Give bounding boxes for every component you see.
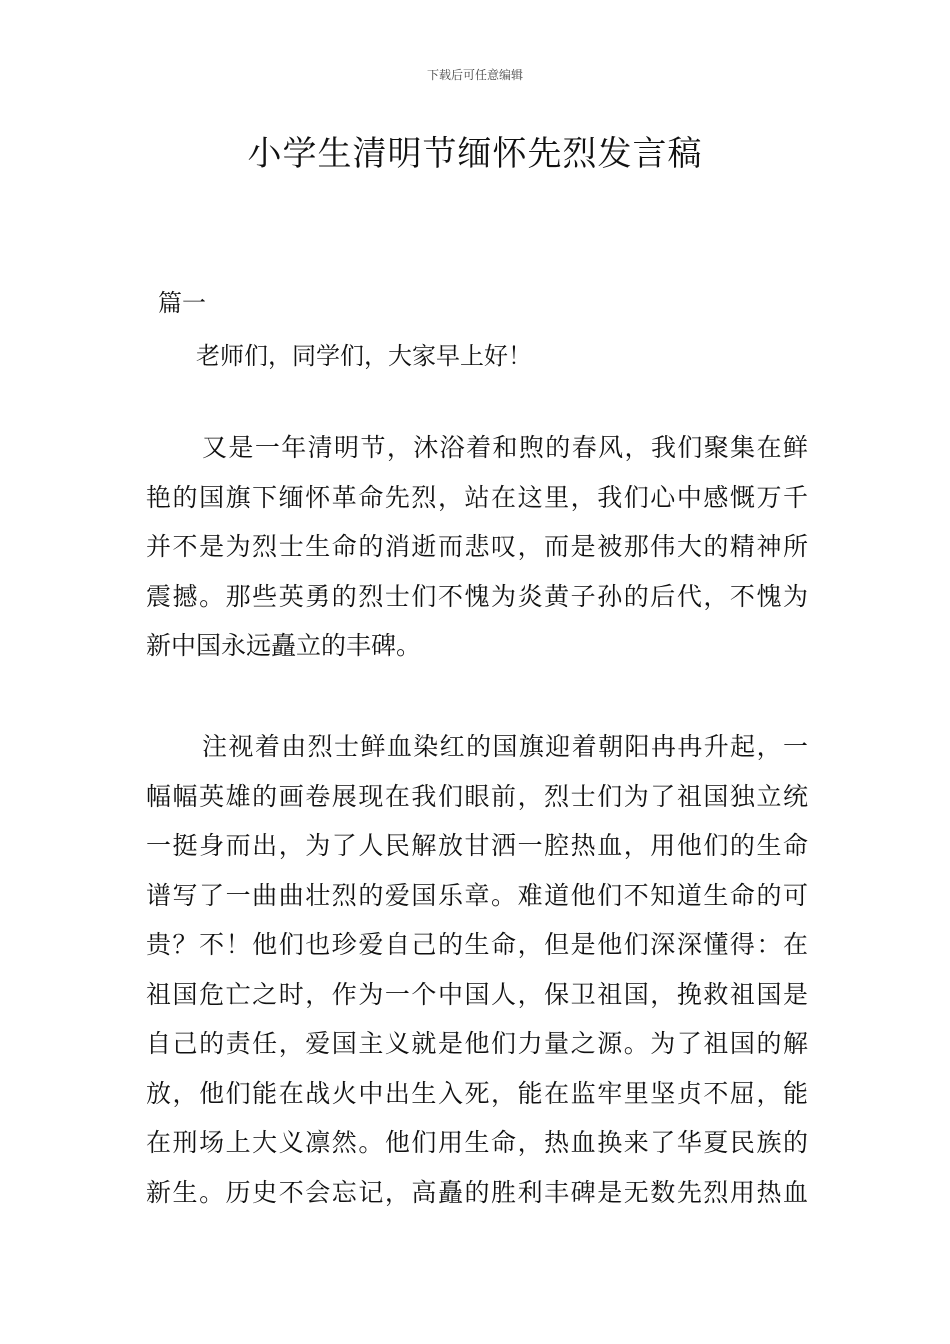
paragraph-line: 一挺身而出，为了人民解放甘洒一腔热血，用他们的生命 bbox=[146, 831, 808, 860]
paragraph-line: 祖国危亡之时，作为一个中国人，保卫祖国，挽救祖国是 bbox=[146, 979, 808, 1009]
paragraph-line: 自己的责任，爱国主义就是他们力量之源。为了祖国的解 bbox=[146, 1029, 808, 1058]
paragraph-line: 并不是为烈士生命的消逝而悲叹，而是被那伟大的精神所 bbox=[146, 532, 808, 561]
paragraph-line: 注视着由烈士鲜血染红的国旗迎着朝阳冉冉升起，一 bbox=[202, 732, 808, 761]
paragraph-line: 放，他们能在战火中出生入死，能在监牢里坚贞不屈，能 bbox=[146, 1078, 808, 1108]
paragraph-1 bbox=[146, 423, 808, 671]
greeting-line: 老师们，同学们，大家早上好！ bbox=[196, 342, 532, 370]
paragraph-line: 谱写了一曲曲壮烈的爱国乐章。难道他们不知道生命的可 bbox=[146, 880, 808, 910]
paragraph-line: 震撼。那些英勇的烈士们不愧为炎黄子孙的后代，不愧为 bbox=[146, 581, 808, 611]
paragraph-line: 在刑场上大义凛然。他们用生命，热血换来了华夏民族的 bbox=[146, 1128, 808, 1157]
paragraph-line: 新生。历史不会忘记，高矗的胜利丰碑是无数先烈用热血 bbox=[146, 1177, 808, 1207]
paragraph-line: 又是一年清明节，沐浴着和煦的春风，我们聚集在鲜 bbox=[202, 433, 808, 462]
page-header-note: 下载后可任意编辑 bbox=[426, 68, 523, 82]
section-label: 篇一 bbox=[158, 289, 206, 317]
paragraph-line: 贵？不！他们也珍爱自己的生命，但是他们深深懂得：在 bbox=[146, 930, 808, 959]
paragraph-2 bbox=[146, 722, 808, 1217]
paragraph-line: 艳的国旗下缅怀革命先烈，站在这里，我们心中感慨万千 bbox=[146, 482, 808, 512]
document-title: 小学生清明节缅怀先烈发言稿 bbox=[247, 134, 703, 174]
paragraph-line: 幅幅英雄的画卷展现在我们眼前，烈士们为了祖国独立统 bbox=[146, 781, 808, 811]
paragraph-line: 新中国永远矗立的丰碑。 bbox=[146, 631, 422, 660]
